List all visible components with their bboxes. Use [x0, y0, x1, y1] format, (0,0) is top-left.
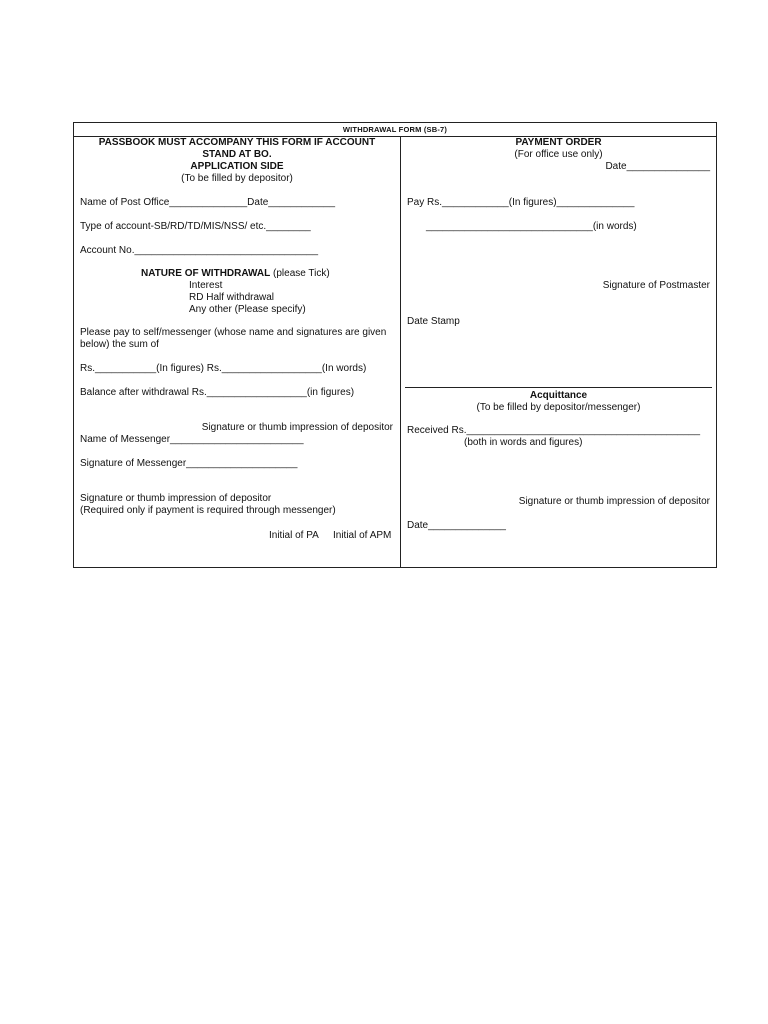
account-type-field[interactable]: Type of account-SB/RD/TD/MIS/NSS/ etc.________	[80, 221, 311, 232]
post-office-field[interactable]: Name of Post Office______________Date____________	[80, 197, 336, 208]
received-amount-note: (both in words and figures)	[464, 437, 583, 448]
application-subheading: (To be filled by depositor)	[181, 173, 293, 184]
initial-of-pa: Initial of PA	[269, 530, 319, 541]
withdrawal-form	[73, 122, 717, 568]
messenger-signature-note: (Required only if payment is required through messenger)	[80, 505, 336, 516]
balance-field[interactable]: Balance after withdrawal Rs.__________________(in figures)	[80, 387, 355, 398]
depositor-signature-label-2: Signature or thumb impression of depositor	[80, 493, 272, 504]
nature-of-withdrawal-hint: (please Tick)	[270, 268, 330, 279]
payment-order-heading: PAYMENT ORDER	[515, 137, 602, 148]
nature-of-withdrawal-title: NATURE OF WITHDRAWAL	[141, 268, 271, 279]
acquittance-subheading: (To be filled by depositor/messenger)	[476, 402, 641, 413]
payment-date-field[interactable]: Date_______________	[605, 161, 710, 172]
pay-instruction-line1: Please pay to self/messenger (whose name and signatures are given	[80, 327, 387, 338]
option-rd-half-withdrawal[interactable]: RD Half withdrawal	[189, 292, 275, 303]
acquittance-heading: Acquittance	[529, 390, 588, 401]
form-title: WITHDRAWAL FORM (SB-7)	[74, 123, 716, 137]
payment-order-subheading: (For office use only)	[514, 149, 603, 160]
acquittance-separator	[405, 387, 712, 388]
amount-field[interactable]: Rs.___________(In figures) Rs.__________________(In words)	[80, 363, 367, 374]
acquittance-date-field[interactable]: Date______________	[407, 520, 506, 531]
received-amount-field[interactable]: Received Rs.__________________________________________	[407, 425, 701, 436]
postmaster-signature-label: Signature of Postmaster	[602, 280, 710, 291]
initial-of-apm: Initial of APM	[333, 530, 392, 541]
acquittance-signature-label: Signature or thumb impression of depositor	[518, 496, 710, 507]
depositor-signature-label: Signature or thumb impression of depositor	[201, 422, 393, 433]
account-no-field[interactable]: Account No._________________________________	[80, 245, 319, 256]
application-heading-line1: PASSBOOK MUST ACCOMPANY THIS FORM IF ACCOUNT	[98, 137, 376, 148]
pay-instruction-line2: below) the sum of	[80, 339, 159, 350]
option-any-other[interactable]: Any other (Please specify)	[189, 304, 306, 315]
messenger-name-field[interactable]: Name of Messenger________________________	[80, 434, 304, 445]
application-side-heading: APPLICATION SIDE	[190, 161, 284, 172]
pay-amount-words-field[interactable]: ______________________________(in words)	[426, 221, 637, 232]
pay-amount-figures-field[interactable]: Pay Rs.____________(In figures)______________	[407, 197, 635, 208]
nature-of-withdrawal-label	[141, 268, 330, 280]
date-stamp-label: Date Stamp	[407, 316, 460, 327]
messenger-signature-field[interactable]: Signature of Messenger____________________	[80, 458, 298, 469]
application-heading-line2: STAND AT BO.	[202, 149, 272, 160]
option-interest[interactable]: Interest	[189, 280, 223, 291]
